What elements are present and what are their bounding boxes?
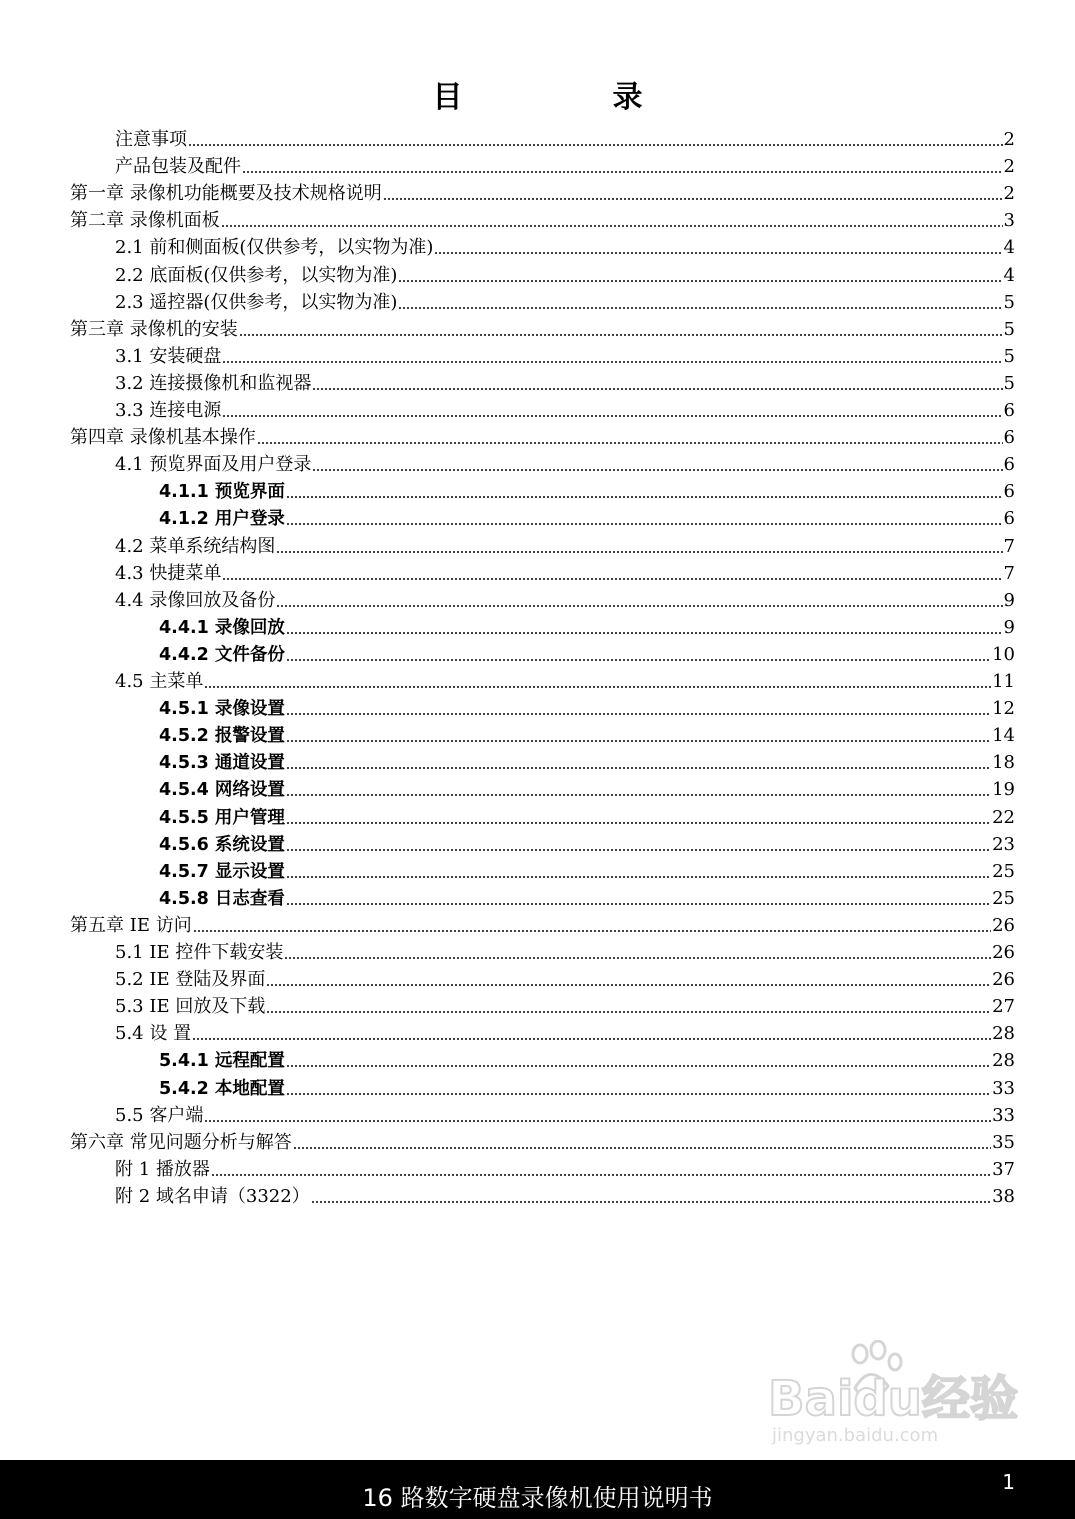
toc-entry-label: 5.5 客户端 <box>115 1104 204 1126</box>
toc-entry-page: 5 <box>1003 345 1015 367</box>
toc-leader-dots <box>242 170 1003 174</box>
toc-entry[interactable] <box>159 883 1015 910</box>
toc-entry[interactable] <box>115 964 1015 991</box>
toc-leader-dots <box>222 577 1002 581</box>
toc-leader-dots <box>311 1200 991 1204</box>
toc-entry-label: 第一章 录像机功能概要及技术规格说明 <box>70 183 382 205</box>
toc-entry[interactable] <box>159 1045 1015 1072</box>
toc-entry[interactable] <box>159 802 1015 829</box>
toc-leader-dots <box>284 956 991 960</box>
toc-entry-page: 26 <box>992 942 1015 963</box>
toc-leader-dots <box>266 983 991 987</box>
toc-entry[interactable] <box>115 395 1015 422</box>
toc-leader-dots <box>221 224 1003 228</box>
toc-leader-dots <box>211 1173 991 1177</box>
toc-leader-dots <box>222 414 1002 418</box>
toc-entry-page: 9 <box>1003 616 1015 638</box>
toc-entry[interactable] <box>159 1073 1015 1100</box>
toc-entry-page: 3 <box>1003 210 1015 232</box>
toc-entry[interactable] <box>70 205 1015 232</box>
toc-entry[interactable] <box>70 422 1015 449</box>
toc-entry-label: 3.2 连接摄像机和监视器 <box>115 372 312 394</box>
toc-entry-label: 附 2 域名申请（3322） <box>115 1185 310 1207</box>
toc-entry-page: 12 <box>992 698 1015 720</box>
toc-entry[interactable] <box>115 124 1015 151</box>
toc-entry[interactable] <box>115 341 1015 368</box>
toc-leader-dots <box>192 1037 991 1041</box>
toc-entry-label: 4.1.1 预览界面 <box>159 482 285 503</box>
toc-entry[interactable] <box>115 368 1015 395</box>
toc-entry-page: 2 <box>1003 183 1015 205</box>
toc-entry-label: 2.3 遥控器(仅供参考，以实物为准) <box>115 291 398 313</box>
toc-entry-page: 6 <box>1003 427 1015 449</box>
toc-leader-dots <box>222 360 1002 364</box>
toc-leader-dots <box>286 522 1003 526</box>
toc-entry-page: 18 <box>992 752 1015 774</box>
toc-entry-page: 27 <box>992 996 1015 1018</box>
toc-leader-dots <box>193 929 991 933</box>
toc-entry[interactable] <box>115 260 1015 287</box>
toc-entry-page: 14 <box>992 725 1015 747</box>
toc-entry[interactable] <box>115 151 1015 178</box>
toc-entry-label: 5.4.1 远程配置 <box>159 1051 285 1072</box>
toc-entry-page: 33 <box>992 1077 1015 1099</box>
toc-entry-page: 26 <box>992 914 1015 936</box>
toc-leader-dots <box>286 1064 991 1068</box>
toc-entry-page: 5 <box>1003 372 1015 394</box>
toc-entry-page: 6 <box>1003 400 1015 421</box>
baidu-jingyan-watermark <box>760 1340 1020 1455</box>
toc-entry-label: 3.3 连接电源 <box>115 400 222 421</box>
page-footer <box>0 1460 1075 1519</box>
toc-leader-dots <box>188 143 1003 147</box>
toc-entry[interactable] <box>115 1018 1015 1045</box>
toc-entry-page: 28 <box>992 1023 1015 1045</box>
toc-entry-page: 6 <box>1003 454 1015 476</box>
toc-leader-dots <box>434 251 1002 255</box>
toc-entry-page: 7 <box>1003 535 1015 557</box>
watermark-brand: Baidu经验 <box>768 1371 1018 1427</box>
toc-entry-label: 4.5.3 通道设置 <box>159 753 285 774</box>
toc-entry[interactable] <box>115 287 1015 314</box>
toc-entry[interactable] <box>115 937 1015 964</box>
footer-title: 16 路数字硬盘录像机使用说明书 <box>362 1484 713 1512</box>
toc-entry-page: 33 <box>992 1104 1015 1126</box>
toc-entry-page: 6 <box>1003 508 1015 530</box>
toc-entry[interactable] <box>159 476 1015 503</box>
toc-leader-dots <box>286 848 991 852</box>
toc-entry-page: 23 <box>992 833 1015 855</box>
toc-entry-page: 2 <box>1003 129 1015 150</box>
toc-entry-page: 25 <box>992 887 1015 909</box>
toc-entry[interactable] <box>115 558 1015 585</box>
toc-entry-page: 26 <box>992 969 1015 991</box>
toc-entry[interactable] <box>70 314 1015 341</box>
toc-leader-dots <box>286 875 991 879</box>
toc-leader-dots <box>257 441 1003 445</box>
page-title: 目 录 <box>432 80 703 115</box>
toc-entry[interactable] <box>115 1154 1015 1181</box>
toc-entry-label: 4.5.2 报警设置 <box>159 726 285 747</box>
toc-leader-dots <box>286 658 991 662</box>
toc-leader-dots <box>276 604 1002 608</box>
toc-entry-page: 28 <box>992 1050 1015 1072</box>
toc-entry-label: 4.4.1 录像回放 <box>159 617 285 638</box>
toc-entry-label: 3.1 安装硬盘 <box>115 345 222 367</box>
toc-entry-page: 7 <box>1003 562 1015 584</box>
toc-entry-label: 4.5.6 系统设置 <box>159 834 285 855</box>
toc-entry[interactable] <box>115 232 1015 259</box>
toc-leader-dots <box>286 766 991 770</box>
toc-entry[interactable] <box>70 910 1015 937</box>
toc-entry[interactable] <box>159 829 1015 856</box>
toc-entry-label: 附 1 播放器 <box>115 1158 210 1180</box>
toc-entry-page: 4 <box>1003 264 1015 286</box>
toc-entry-page: 4 <box>1003 237 1015 259</box>
toc-entry[interactable] <box>115 666 1015 693</box>
toc-entry-label: 4.4 录像回放及备份 <box>115 589 276 611</box>
toc-leader-dots <box>286 631 1003 635</box>
toc-leader-dots <box>276 550 1002 554</box>
toc-entry-page: 5 <box>1003 318 1015 340</box>
toc-entry-label: 注意事项 <box>115 129 187 150</box>
toc-entry-label: 第四章 录像机基本操作 <box>70 427 256 449</box>
toc-entry-page: 19 <box>992 779 1015 801</box>
toc-entry[interactable] <box>115 449 1015 476</box>
toc-entry-page: 9 <box>1003 589 1015 611</box>
toc-entry-label: 4.5.8 日志查看 <box>159 888 285 909</box>
toc-entry[interactable] <box>159 747 1015 774</box>
toc-entry-label: 产品包装及配件 <box>115 156 241 178</box>
toc-entry-label: 5.4.2 本地配置 <box>159 1078 285 1099</box>
toc-entry-label: 5.2 IE 登陆及界面 <box>115 969 266 991</box>
watermark-url: jingyan.baidu.com <box>772 1425 939 1446</box>
toc-entry[interactable] <box>115 585 1015 612</box>
toc-leader-dots <box>286 1092 991 1096</box>
toc-leader-dots <box>398 306 1002 310</box>
toc-leader-dots <box>266 1010 991 1014</box>
toc-entry-page: 38 <box>992 1185 1015 1207</box>
toc-entry[interactable] <box>159 503 1015 530</box>
toc-entry-label: 4.5 主菜单 <box>115 671 204 692</box>
toc-entry-page: 5 <box>1003 291 1015 313</box>
toc-entry[interactable] <box>115 1100 1015 1127</box>
toc-leader-dots <box>312 387 1002 391</box>
toc-entry[interactable] <box>70 178 1015 205</box>
toc-leader-dots <box>286 739 991 743</box>
toc-entry[interactable] <box>159 774 1015 801</box>
toc-entry-label: 5.3 IE 回放及下载 <box>115 996 266 1018</box>
toc-entry-label: 2.1 前和侧面板(仅供参考，以实物为准) <box>115 237 434 259</box>
toc-entry-label: 4.5.4 网络设置 <box>159 780 285 801</box>
toc-leader-dots <box>286 793 991 797</box>
toc-entry-label: 2.2 底面板(仅供参考，以实物为准) <box>115 264 398 286</box>
toc-entry-label: 5.1 IE 控件下载安装 <box>115 942 284 963</box>
toc-entry-label: 第三章 录像机的安装 <box>70 318 238 340</box>
toc-entry-page: 37 <box>992 1158 1015 1180</box>
toc-leader-dots <box>286 495 1003 499</box>
toc-entry-page: 10 <box>992 643 1015 665</box>
toc-leader-dots <box>383 197 1003 201</box>
toc-entry-label: 4.1 预览界面及用户登录 <box>115 454 312 476</box>
toc-entry-label: 4.5.1 录像设置 <box>159 699 285 720</box>
toc-entry[interactable] <box>159 693 1015 720</box>
toc-leader-dots <box>293 1146 991 1150</box>
toc-leader-dots <box>286 821 991 825</box>
toc-leader-dots <box>204 685 991 689</box>
toc-entry-page: 2 <box>1003 156 1015 178</box>
toc-entry-label: 4.2 菜单系统结构图 <box>115 535 276 557</box>
toc-entry-label: 4.4.2 文件备份 <box>159 644 285 665</box>
toc-entry-label: 4.3 快捷菜单 <box>115 562 222 584</box>
toc-leader-dots <box>239 333 1003 337</box>
toc-entry-label: 4.5.7 显示设置 <box>159 861 285 882</box>
toc-entry[interactable] <box>159 612 1015 639</box>
toc-leader-dots <box>204 1119 991 1123</box>
toc-entry[interactable] <box>70 1127 1015 1154</box>
toc-entry-page: 6 <box>1003 481 1015 503</box>
toc-entry[interactable] <box>115 1181 1015 1208</box>
toc-entry-label: 第二章 录像机面板 <box>70 210 220 232</box>
toc-entry[interactable] <box>115 531 1015 558</box>
toc-leader-dots <box>398 279 1002 283</box>
page-number: 1 <box>1002 1470 1015 1494</box>
toc-entry-label: 4.1.2 用户登录 <box>159 509 285 530</box>
toc-entry[interactable] <box>159 856 1015 883</box>
toc-entry-page: 22 <box>992 806 1015 828</box>
toc-entry-label: 第五章 IE 访问 <box>70 914 192 936</box>
toc-entry[interactable] <box>159 720 1015 747</box>
toc-leader-dots <box>286 712 991 716</box>
toc-entry[interactable] <box>159 639 1015 666</box>
toc-leader-dots <box>286 902 991 906</box>
toc-entry-page: 35 <box>992 1131 1015 1153</box>
toc-entry-label: 第六章 常见问题分析与解答 <box>70 1131 292 1153</box>
toc-entry-label: 5.4 设 置 <box>115 1023 192 1045</box>
toc-entry-page: 25 <box>992 860 1015 882</box>
toc-leader-dots <box>312 468 1002 472</box>
toc-entry-page: 11 <box>992 671 1015 692</box>
toc-entry[interactable] <box>115 991 1015 1018</box>
toc-entry-label: 4.5.5 用户管理 <box>159 807 285 828</box>
